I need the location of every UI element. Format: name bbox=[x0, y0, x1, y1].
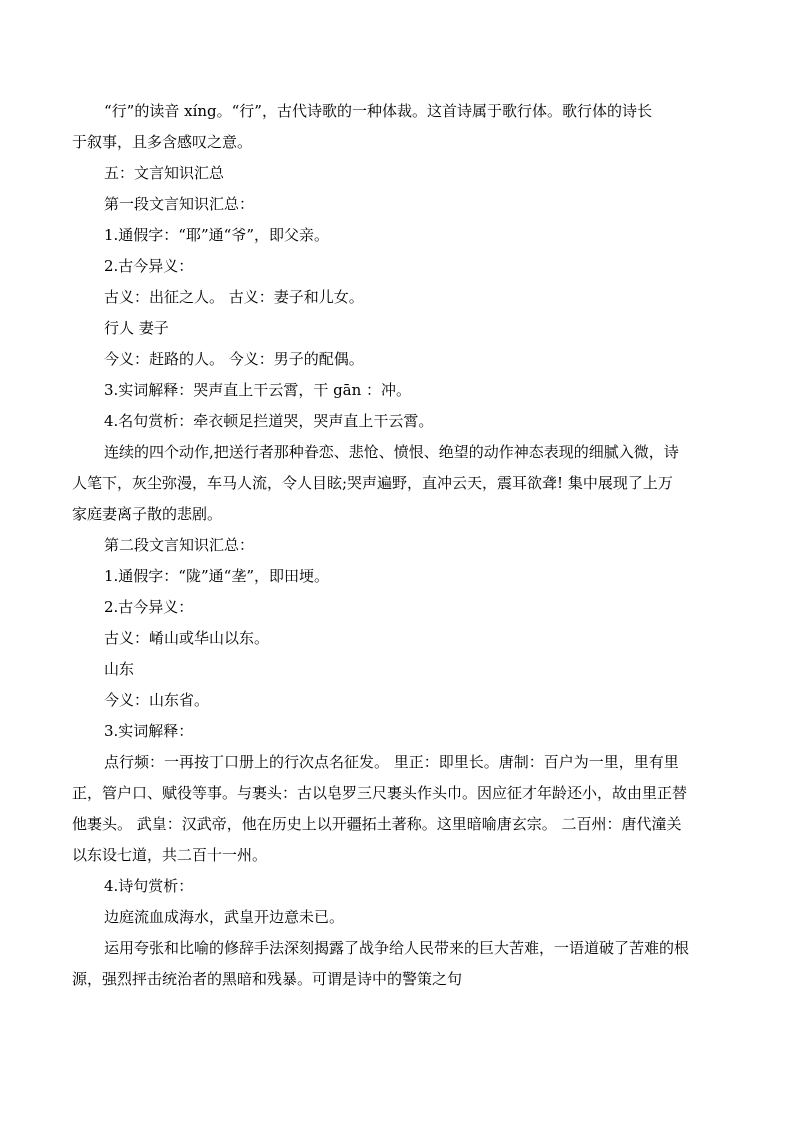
paragraph bbox=[72, 96, 721, 158]
paragraph-line: 4.诗句赏析： bbox=[104, 877, 194, 895]
subsection-heading: 第一段文言知识汇总： bbox=[104, 195, 255, 213]
paragraph-line: 源，强烈抨击统治者的黑暗和残暴。可谓是诗中的警策之句 bbox=[72, 970, 463, 988]
paragraph bbox=[104, 530, 721, 561]
paragraph-line: 连续的四个动作,把送行者那种眷恋、悲怆、愤恨、绝望的动作神态表现的细腻入微，诗 bbox=[104, 443, 679, 461]
paragraph-line: 古义：崤山或华山以东。 bbox=[104, 629, 270, 647]
paragraph-line: 行人 妻子 bbox=[104, 319, 169, 337]
paragraph bbox=[104, 158, 721, 189]
subsection-heading: 第二段文言知识汇总： bbox=[104, 536, 255, 554]
paragraph-line: 2.古今异义： bbox=[104, 257, 194, 275]
paragraph-line: 家庭妻离子散的悲剧。 bbox=[72, 505, 223, 523]
paragraph-line: 运用夸张和比喻的修辞手法深刻揭露了战争给人民带来的巨大苦难，一语道破了苦难的根 bbox=[104, 939, 690, 957]
paragraph bbox=[104, 251, 721, 282]
paragraph bbox=[104, 902, 721, 933]
paragraph bbox=[104, 313, 721, 344]
paragraph-line: 山东 bbox=[104, 660, 135, 678]
paragraph bbox=[104, 189, 721, 220]
paragraph bbox=[104, 623, 721, 654]
paragraph-line: 边庭流血成海水，武皇开边意未已。 bbox=[104, 908, 345, 926]
paragraph-line: 他裹头。 武皇：汉武帝，他在历史上以开疆拓土著称。这里暗喻唐玄宗。 二百州：唐代潼关 bbox=[72, 815, 682, 833]
paragraph bbox=[104, 716, 721, 747]
paragraph-line: 3.实词解释：哭声直上干云霄，干 gān ：冲。 bbox=[104, 381, 412, 399]
paragraph bbox=[72, 933, 721, 995]
paragraph bbox=[104, 282, 721, 313]
paragraph bbox=[104, 592, 721, 623]
paragraph bbox=[104, 220, 721, 251]
paragraph-line: 今义：赶路的人。 今义：男子的配偶。 bbox=[104, 350, 364, 368]
paragraph bbox=[104, 654, 721, 685]
paragraph-line: 1.通假字：“耶”通“爷”，即父亲。 bbox=[104, 226, 329, 244]
paragraph-line: 古义：出征之人。 古义：妻子和儿女。 bbox=[104, 288, 364, 306]
paragraph-line: 3.实词解释： bbox=[104, 722, 194, 740]
paragraph-line: 点行频：一再按丁口册上的行次点名征发。 里正：即里长。唐制：百户为一里，里有里 bbox=[104, 753, 679, 771]
paragraph-line: 于叙事，且多含感叹之意。 bbox=[72, 133, 253, 151]
paragraph-line: 1.通假字：“陇”通“垄”，即田埂。 bbox=[104, 567, 329, 585]
paragraph-line: 以东设七道，共二百十一州。 bbox=[72, 846, 268, 864]
paragraph-line: 2.古今异义： bbox=[104, 598, 194, 616]
paragraph-line: “行”的读音 xíng。“行”，古代诗歌的一种体裁。这首诗属于歌行体。歌行体的诗长 bbox=[104, 102, 652, 120]
paragraph-line: 今义：山东省。 bbox=[104, 691, 210, 709]
paragraph bbox=[104, 871, 721, 902]
paragraph bbox=[104, 375, 721, 406]
paragraph bbox=[72, 747, 721, 871]
document-body bbox=[72, 96, 721, 995]
paragraph bbox=[72, 437, 721, 530]
section-heading: 五：文言知识汇总 bbox=[104, 164, 225, 182]
paragraph-line: 4.名句赏析：牵衣顿足拦道哭，哭声直上干云霄。 bbox=[104, 412, 434, 430]
paragraph bbox=[104, 406, 721, 437]
paragraph bbox=[104, 685, 721, 716]
paragraph-line: 正，管户口、赋役等事。与裹头：古以皂罗三尺裹头作头巾。因应征才年龄还小，故由里正替 bbox=[72, 784, 688, 802]
paragraph bbox=[104, 344, 721, 375]
paragraph-line: 人笔下，灰尘弥漫，车马人流，令人目眩;哭声遍野，直冲云天，震耳欲聋! 集中展现了上万 bbox=[72, 474, 673, 492]
paragraph bbox=[104, 561, 721, 592]
